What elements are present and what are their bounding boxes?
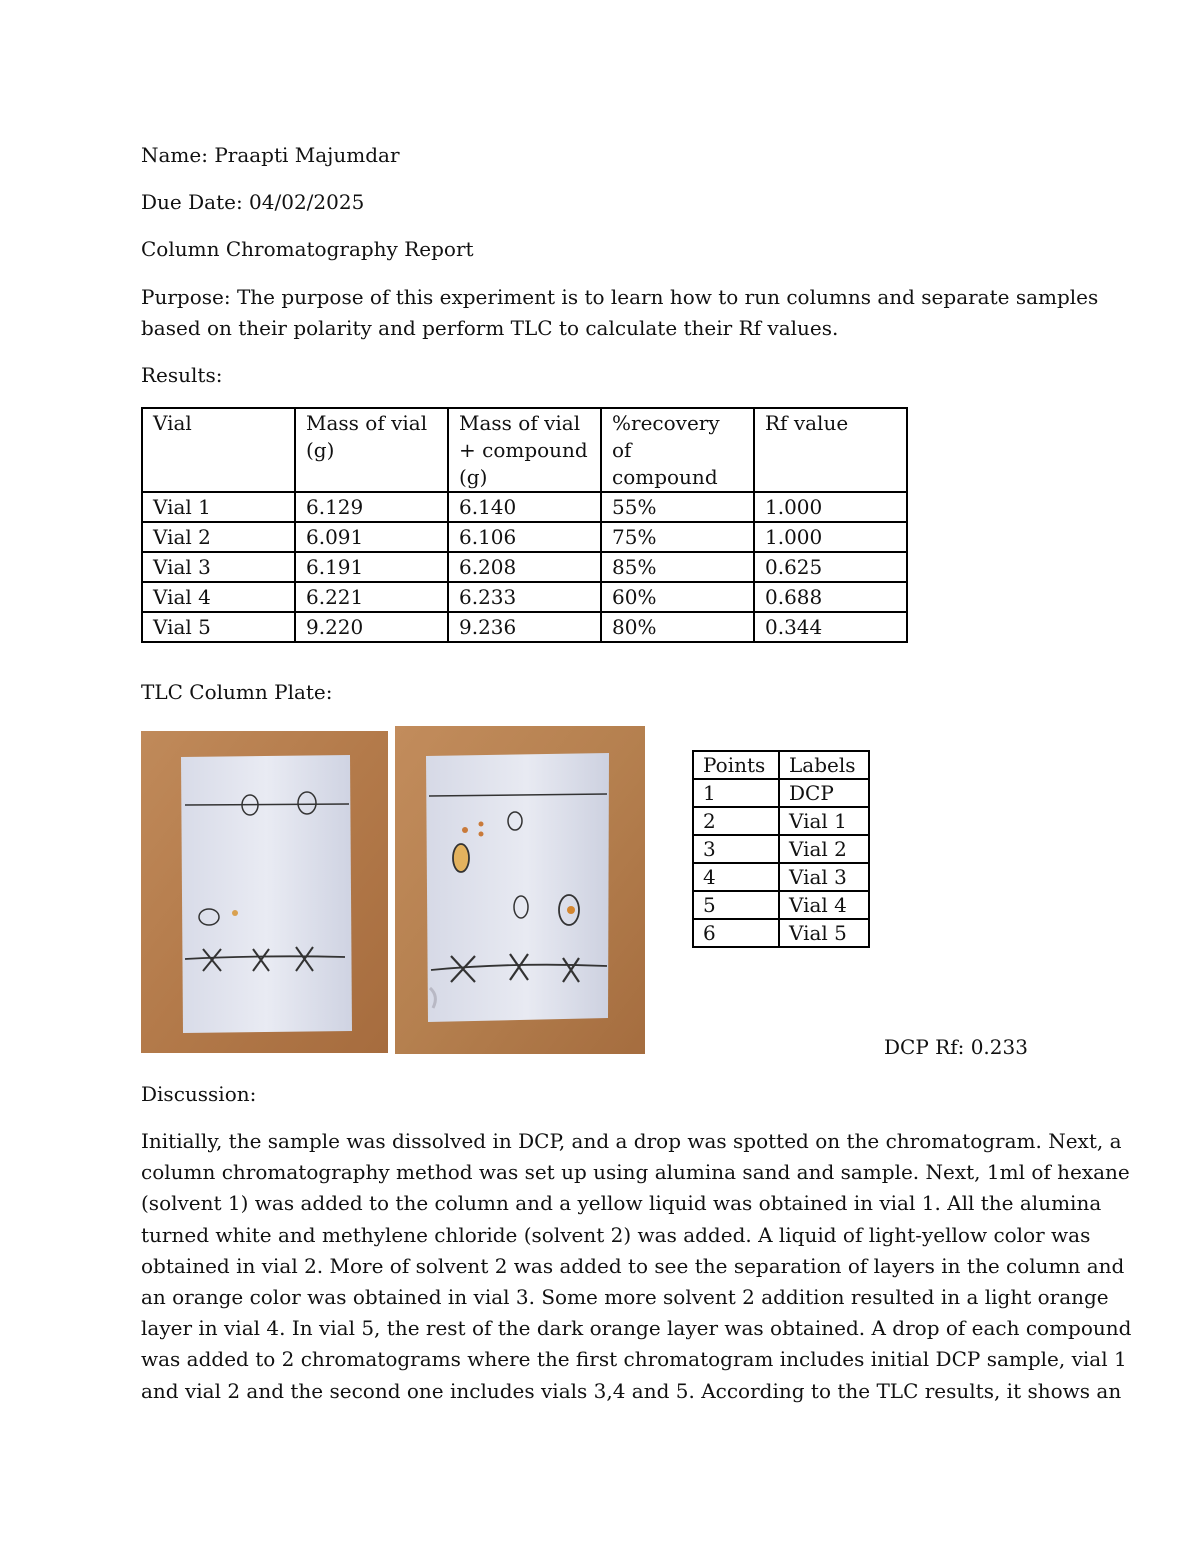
- table-cell: 6.221: [295, 582, 448, 612]
- results-header-cell: %recovery of compound: [601, 408, 754, 492]
- table-cell: 85%: [601, 552, 754, 582]
- table-cell: Vial 5: [779, 919, 869, 947]
- results-header-cell: Mass of vial (g): [295, 408, 448, 492]
- table-row: [693, 807, 869, 835]
- table-cell: Vial 3: [142, 552, 295, 582]
- table-cell: Vial 1: [142, 492, 295, 522]
- points-labels-table: [692, 750, 870, 948]
- labels-header-row: [693, 751, 869, 779]
- results-label: Results:: [141, 363, 223, 387]
- table-cell: 6.233: [448, 582, 601, 612]
- table-row: [142, 522, 907, 552]
- table-cell: 6.191: [295, 552, 448, 582]
- table-cell: 6.129: [295, 492, 448, 522]
- results-header-cell: Rf value: [754, 408, 907, 492]
- discussion-label: Discussion:: [141, 1082, 257, 1106]
- table-cell: Vial 2: [142, 522, 295, 552]
- table-row: [693, 891, 869, 919]
- tlc-plate-photo-1: [141, 731, 388, 1053]
- discussion-line: (solvent 1) was added to the column and a yellow liquid was obtained in vial 1. All the alumina: [141, 1191, 1102, 1216]
- table-cell: 1.000: [754, 522, 907, 552]
- table-cell: 75%: [601, 522, 754, 552]
- purpose-line-2: based on their polarity and perform TLC to calculate their Rf values.: [141, 316, 839, 340]
- table-cell: 6.208: [448, 552, 601, 582]
- table-cell: Vial 4: [779, 891, 869, 919]
- discussion-line: an orange color was obtained in vial 3. Some more solvent 2 addition resulted in a light orange: [141, 1285, 1109, 1310]
- table-cell: Vial 2: [779, 835, 869, 863]
- labels-header-cell: Points: [693, 751, 779, 779]
- table-cell: 55%: [601, 492, 754, 522]
- due-date: Due Date: 04/02/2025: [141, 190, 365, 214]
- table-cell: 3: [693, 835, 779, 863]
- discussion-line: turned white and methylene chloride (solvent 2) was added. A liquid of light-yellow color was: [141, 1222, 1091, 1247]
- table-cell: Vial 3: [779, 863, 869, 891]
- table-row: [142, 612, 907, 642]
- tlc-plate-photo-2: [395, 726, 645, 1054]
- table-row: [142, 582, 907, 612]
- results-table: [141, 407, 908, 643]
- discussion-line: obtained in vial 2. More of solvent 2 was added to see the separation of layers in the column and: [141, 1253, 1125, 1278]
- table-cell: 60%: [601, 582, 754, 612]
- table-row: [693, 779, 869, 807]
- discussion-line: and vial 2 and the second one includes vials 3,4 and 5. According to the TLC results, it shows an: [141, 1378, 1122, 1403]
- table-cell: 1: [693, 779, 779, 807]
- discussion-line: column chromatography method was set up using alumina sand and sample. Next, 1ml of hexane: [141, 1160, 1130, 1185]
- student-name: Name: Praapti Majumdar: [141, 143, 400, 167]
- table-cell: Vial 5: [142, 612, 295, 642]
- purpose-line-1: Purpose: The purpose of this experiment is to learn how to run columns and separate samples: [141, 285, 1099, 309]
- table-cell: DCP: [779, 779, 869, 807]
- dcp-rf-value: DCP Rf: 0.233: [884, 1035, 1028, 1059]
- table-cell: 5: [693, 891, 779, 919]
- table-cell: 80%: [601, 612, 754, 642]
- table-cell: 0.688: [754, 582, 907, 612]
- labels-header-cell: Labels: [779, 751, 869, 779]
- table-cell: 1.000: [754, 492, 907, 522]
- tlc-plate-label: TLC Column Plate:: [141, 680, 333, 704]
- discussion-line: was added to 2 chromatograms where the first chromatogram includes initial DCP sample, vial 1: [141, 1347, 1127, 1372]
- table-cell: 0.344: [754, 612, 907, 642]
- discussion-text: [141, 1126, 1132, 1407]
- table-cell: 9.236: [448, 612, 601, 642]
- table-cell: 9.220: [295, 612, 448, 642]
- results-header-cell: Mass of vial + compound (g): [448, 408, 601, 492]
- table-cell: 2: [693, 807, 779, 835]
- table-cell: 4: [693, 863, 779, 891]
- results-header-cell: Vial: [142, 408, 295, 492]
- results-header-row: [142, 408, 907, 492]
- table-cell: 0.625: [754, 552, 907, 582]
- table-cell: Vial 1: [779, 807, 869, 835]
- table-row: [693, 919, 869, 947]
- report-title: Column Chromatography Report: [141, 237, 474, 261]
- table-cell: 6: [693, 919, 779, 947]
- table-row: [693, 835, 869, 863]
- table-row: [693, 863, 869, 891]
- table-cell: 6.106: [448, 522, 601, 552]
- table-cell: Vial 4: [142, 582, 295, 612]
- discussion-line: Initially, the sample was dissolved in DCP, and a drop was spotted on the chromatogram. Next, a: [141, 1129, 1122, 1153]
- table-row: [142, 552, 907, 582]
- table-row: [142, 492, 907, 522]
- table-cell: 6.091: [295, 522, 448, 552]
- discussion-line: layer in vial 4. In vial 5, the rest of the dark orange layer was obtained. A drop of each compound: [141, 1316, 1132, 1341]
- table-cell: 6.140: [448, 492, 601, 522]
